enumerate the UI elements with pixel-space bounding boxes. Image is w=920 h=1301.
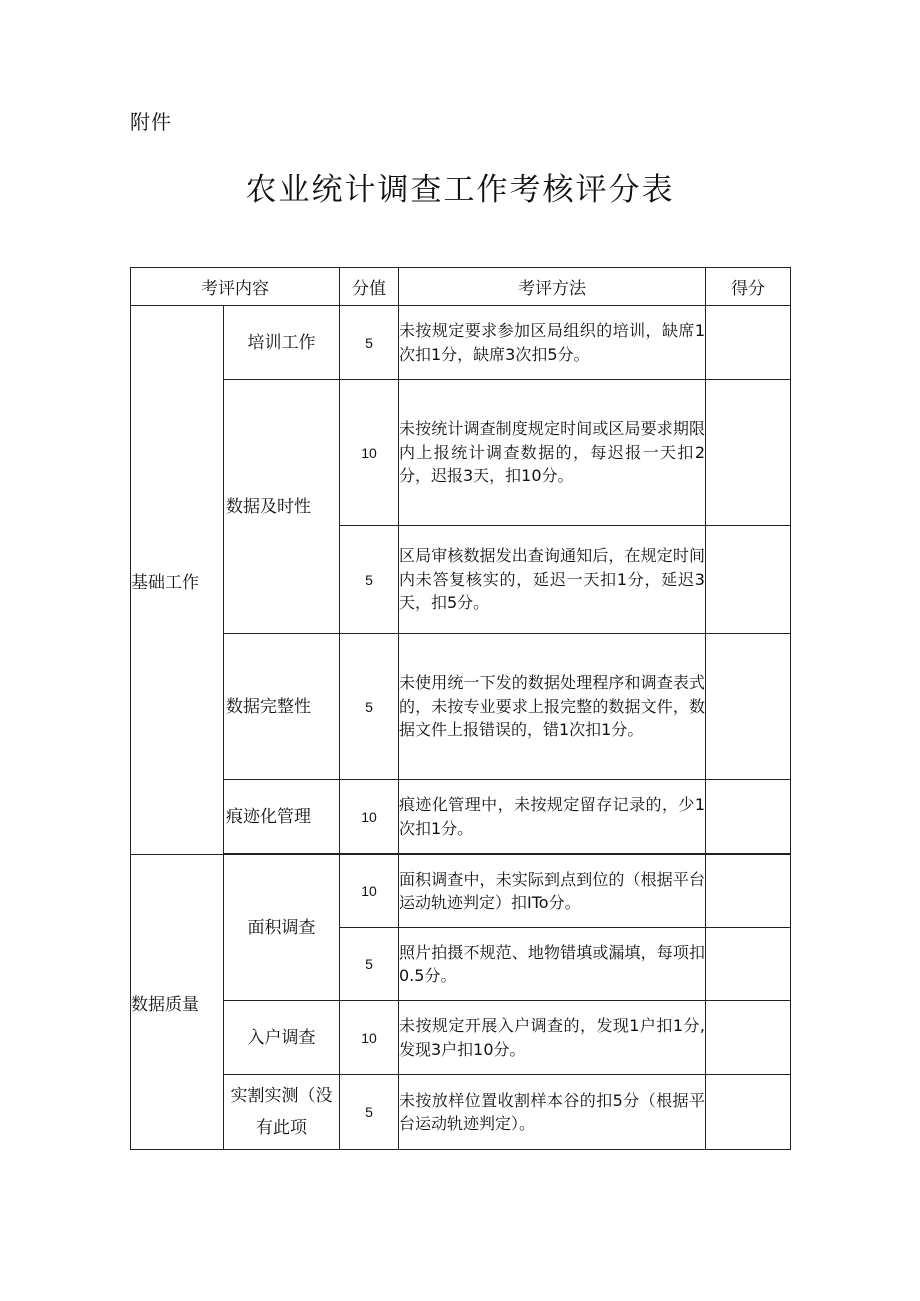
table-row — [131, 780, 791, 854]
score-cell: 10 — [340, 855, 399, 928]
item-cell: 实割实测（没有此项 — [224, 1075, 340, 1150]
item-cell: 培训工作 — [224, 306, 340, 380]
got-cell — [706, 306, 791, 380]
got-cell — [706, 634, 791, 780]
page-title: 农业统计调查工作考核评分表 — [245, 172, 675, 208]
score-cell: 10 — [340, 380, 399, 526]
method-cell: 未按规定开展入户调查的，发现1户扣1分,发现3户扣10分。 — [399, 1001, 706, 1075]
scoring-table — [130, 267, 791, 1150]
header-row — [131, 268, 791, 306]
attachment-label: 附件 — [130, 110, 172, 134]
method-cell: 未按放样位置收割样本谷的扣5分（根据平台运动轨迹判定）。 — [399, 1075, 706, 1150]
score-cell: 5 — [340, 634, 399, 780]
item-cell: 痕迹化管理 — [224, 780, 340, 854]
table-row — [131, 1075, 791, 1150]
table-row — [131, 1001, 791, 1075]
method-cell: 未使用统一下发的数据处理程序和调查表式的，未按专业要求上报完整的数据文件，数据文件上报错误的，错1次扣1分。 — [399, 634, 706, 780]
method-cell: 未按规定要求参加区局组织的培训，缺席1次扣1分，缺席3次扣5分。 — [399, 306, 706, 380]
method-cell: 照片拍摄不规范、地物错填或漏填，每项扣0.5分。 — [399, 928, 706, 1001]
got-cell — [706, 780, 791, 854]
table-row — [131, 634, 791, 780]
table-row — [131, 855, 791, 928]
method-cell: 未按统计调查制度规定时间或区局要求期限内上报统计调查数据的，每迟报一天扣2分，迟报3天，扣10分。 — [399, 380, 706, 526]
got-cell — [706, 526, 791, 634]
item-cell: 数据及时性 — [224, 380, 340, 634]
header-method: 考评方法 — [399, 268, 706, 306]
got-cell — [706, 928, 791, 1001]
got-cell — [706, 855, 791, 928]
item-cell: 面积调查 — [224, 855, 340, 1001]
method-cell: 区局审核数据发出查询通知后，在规定时间内未答复核实的，延迟一天扣1分，延迟3天，扣5分。 — [399, 526, 706, 634]
score-cell: 5 — [340, 306, 399, 380]
category-cell: 基础工作 — [131, 306, 224, 855]
table-row — [131, 306, 791, 380]
method-cell: 面积调查中，未实际到点到位的（根据平台运动轨迹判定）扣ITo分。 — [399, 855, 706, 928]
header-score: 分值 — [340, 268, 399, 306]
header-content: 考评内容 — [131, 268, 340, 306]
got-cell — [706, 380, 791, 526]
score-cell: 5 — [340, 526, 399, 634]
item-cell: 入户调查 — [224, 1001, 340, 1075]
item-cell: 数据完整性 — [224, 634, 340, 780]
score-cell: 10 — [340, 780, 399, 854]
method-cell: 痕迹化管理中，未按规定留存记录的，少1次扣1分。 — [399, 780, 706, 854]
score-cell: 10 — [340, 1001, 399, 1075]
header-got: 得分 — [706, 268, 791, 306]
got-cell — [706, 1075, 791, 1150]
got-cell — [706, 1001, 791, 1075]
category-cell: 数据质量 — [131, 855, 224, 1150]
score-cell: 5 — [340, 928, 399, 1001]
score-cell: 5 — [340, 1075, 399, 1150]
table-row — [131, 380, 791, 526]
